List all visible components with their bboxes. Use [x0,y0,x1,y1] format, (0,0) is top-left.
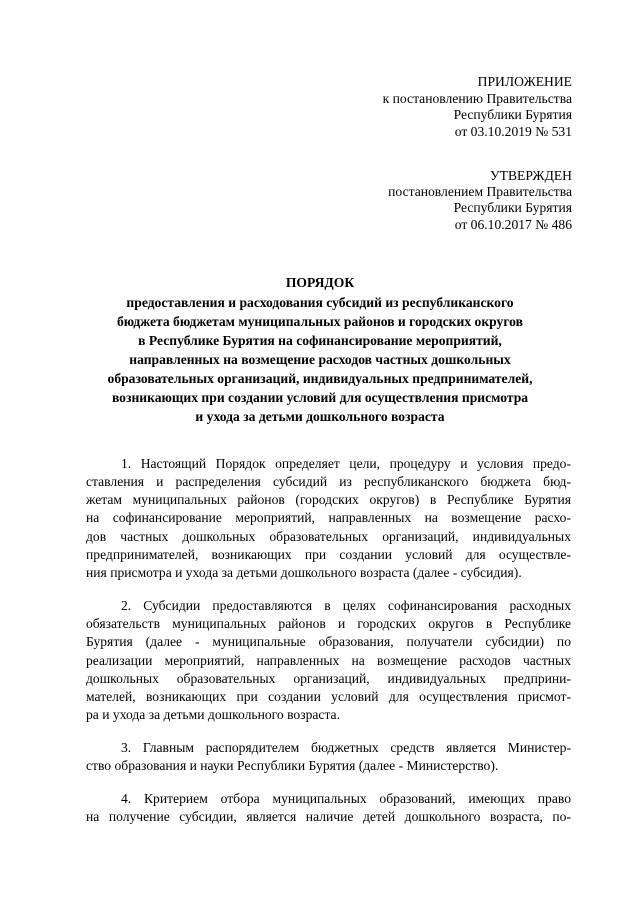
paragraph-line: Бурятия (далее - муниципальные образования, получатели субсидии) по [86,634,571,649]
paragraph-line: ра и ухода за детьми дошкольного возраста. [86,707,340,722]
paragraph-line: на получение субсидии, является наличие детей дошкольного возраста, по- [86,809,571,824]
paragraph-line: дошкольных образовательных организаций, индивидуальных предприни- [86,671,571,686]
subtitle-line: бюджета бюджетам муниципальных районов и городских округов [117,314,523,329]
paragraph-line: 3. Главным распорядителем бюджетных средств является Министер- [121,740,571,755]
paragraph-line: ния присмотра и ухода за детьми дошкольного возраста (далее - субсидия). [86,565,522,580]
paragraph-line: ставления и распределения субсидий из республиканского бюджета бюд- [86,474,571,489]
paragraph-line: дов частных дошкольных образовательных организаций, индивидуальных [86,529,571,544]
paragraph-line: 2. Субсидии предоставляются в целях софинансирования расходных [121,598,571,613]
appendix-line-2: Республики Бурятия [453,107,572,122]
paragraph-line: 4. Критерием отбора муниципальных образований, имеющих право [121,791,571,806]
subtitle-line: образовательных организаций, индивидуальных предпринимателей, [107,371,533,386]
subtitle-line: возникающих при создании условий для осуществления присмотра [111,390,529,405]
paragraph-line: жетам муниципальных районов (городских округов) в Республике Бурятия [86,492,571,507]
paragraph-line: обязательств муниципальных районов и городских округов в Республике [86,616,571,631]
paragraph-line: реализации мероприятий, направленных на возмещение расходов частных [86,653,571,668]
paragraph-line: на софинансирование мероприятий, направленных на возмещение расхо- [86,510,571,525]
subtitle-line: направленных на возмещение расходов частных дошкольных [129,352,511,367]
approved-line-1: постановлением Правительства [388,184,572,199]
paragraph-line: ство образования и науки Республики Бурятия (далее - Министерство). [86,758,499,773]
subtitle-line: и ухода за детьми дошкольного возраста [195,409,445,424]
appendix-title: ПРИЛОЖЕНИЕ [477,74,572,89]
approved-line-2: Республики Бурятия [453,200,572,215]
approved-line-3: от 06.10.2017 № 486 [454,217,572,232]
subtitle-line: предоставления и расходования субсидий из республиканского [126,295,514,310]
paragraph-line: мателей, возникающих при создании условий для осуществления присмот- [86,689,571,704]
paragraph-line: предпринимателей, возникающих при создании условий для осуществле- [86,547,571,562]
document-title: ПОРЯДОК [285,275,355,290]
approved-title: УТВЕРЖДЕН [490,168,572,183]
paragraph-line: 1. Настоящий Порядок определяет цели, процедуру и условия предо- [121,456,571,471]
subtitle-line: в Республике Бурятия на софинансирование мероприятий, [138,333,502,348]
appendix-line-3: от 03.10.2019 № 531 [454,124,572,139]
appendix-line-1: к постановлению Правительства [382,91,572,106]
